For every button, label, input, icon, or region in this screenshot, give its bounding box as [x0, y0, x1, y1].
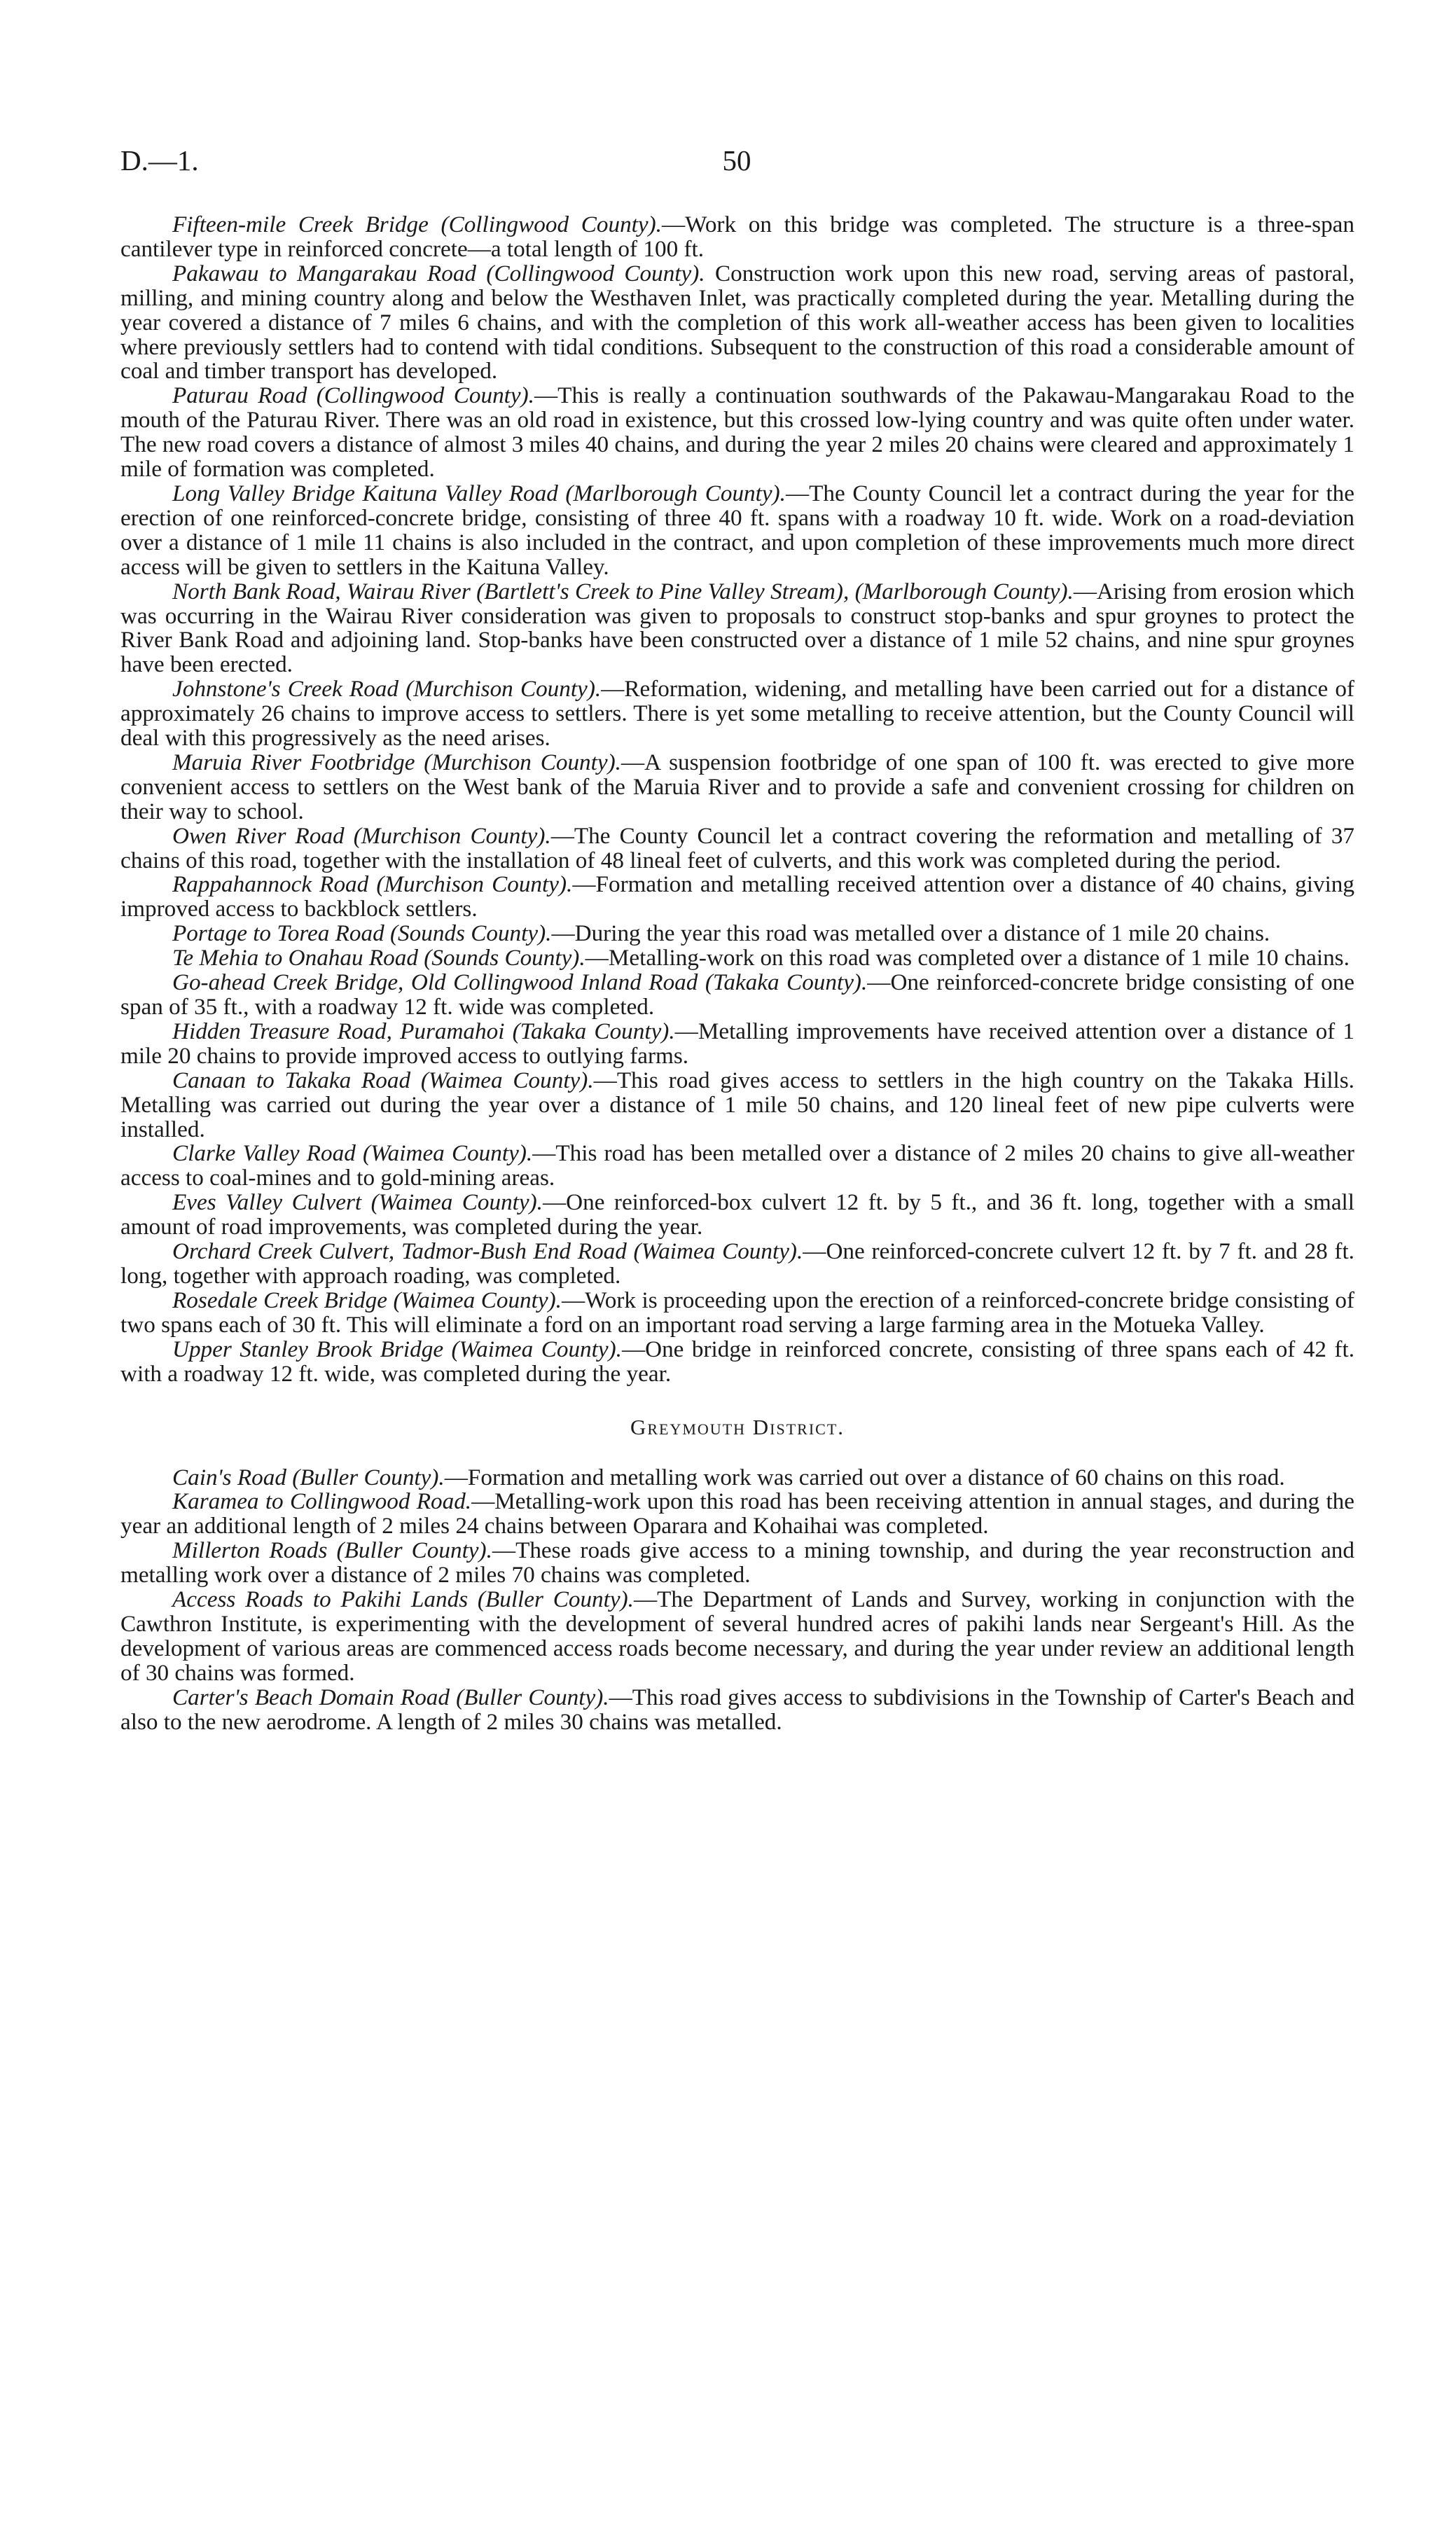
- paragraph: [120, 946, 1354, 971]
- paragraph-text: —This road gives access to subdivisions in the Township of Carter's Beach and also to the new aerodrome. A length of 2 miles 30 chains was metalled.: [120, 1684, 1354, 1735]
- paragraph-title: Rosedale Creek Bridge (Waimea County).: [172, 1287, 562, 1313]
- page-header: [120, 144, 1353, 186]
- document-body: [120, 213, 1354, 1734]
- paragraph-title: Orchard Creek Culvert, Tadmor-Bush End Road (Waimea County).: [172, 1238, 803, 1265]
- paragraph-text: —One bridge in reinforced concrete, consisting of three spans each of 42 ft. with a roadway 12 ft. wide, was completed during the year.: [120, 1336, 1355, 1387]
- paragraph-text: —A suspension footbridge of one span of 100 ft. was erected to give more convenient access to settlers on the West bank of the Maruia River and to provide a safe and convenient crossing for children on their way to school.: [120, 749, 1354, 824]
- paragraph-text: —The County Council let a contract covering the reformation and metalling of 37 chains of this road, together with the installation of 48 lineal feet of culverts, and this work was completed during the period.: [120, 822, 1355, 873]
- paragraph-title: North Bank Road, Wairau River (Bartlett's Creek to Pine Valley Stream), (Marlborough County).: [172, 578, 1074, 604]
- paragraph: [120, 922, 1354, 946]
- paragraph-title: Portage to Torea Road (Sounds County).: [172, 920, 552, 947]
- paragraph-title: Clarke Valley Road (Waimea County).: [172, 1140, 533, 1167]
- paragraph-text: —One reinforced-box culvert 12 ft. by 5 ft., and 36 ft. long, together with a small amount of road improvements, was completed during the year.: [120, 1189, 1354, 1240]
- paragraph-text: —Formation and metalling received attention over a distance of 40 chains, giving improved access to backblock settlers.: [120, 871, 1354, 922]
- paragraph-text: —Metalling-work upon this road has been receiving attention in annual stages, and during the year an additional length of 2 miles 24 chains between Oparara and Kohaihai was completed.: [120, 1488, 1354, 1539]
- paragraph-text: —Reformation, widening, and metalling have been carried out for a distance of approximately 26 chains to improve access to settlers. There is yet some metalling to receive attention, but the County Council will deal with this progressively as the need arises.: [120, 676, 1354, 752]
- paragraph: [120, 1490, 1354, 1539]
- page-number: 50: [722, 144, 751, 176]
- paragraph: [120, 1338, 1354, 1387]
- paragraph-text: —During the year this road was metalled over a distance of 1 mile 20 chains.: [551, 920, 1270, 947]
- paragraph: [120, 1191, 1354, 1240]
- paragraph-title: Access Roads to Pakihi Lands (Buller County).: [172, 1586, 634, 1613]
- paragraph-title: Rappahannock Road (Murchison County).: [172, 871, 573, 898]
- paragraph-title: Upper Stanley Brook Bridge (Waimea County).: [172, 1336, 622, 1362]
- paragraph: [120, 1539, 1354, 1588]
- paragraph-title: Paturau Road (Collingwood County).: [172, 382, 534, 409]
- paragraph-title: Canaan to Takaka Road (Waimea County).: [172, 1067, 594, 1093]
- paragraph-title: Cain's Road (Buller County).: [172, 1464, 445, 1490]
- paragraph-text: Construction work upon this new road, serving areas of pastoral, milling, and mining country along and below the Westhaven Inlet, was practically completed during the year. Metalling during the year covered a distance of 7 miles 6 chains, and with the completion of this work all-weather access has been given to localities where previously settlers had to contend with tidal conditions. Subsequent to the construction of this road a considerable amount of coal and timber transport has developed.: [120, 260, 1354, 385]
- paragraph-text: —Metalling improvements have received attention over a distance of 1 mile 20 chains to provide improved access to outlying farms.: [120, 1018, 1354, 1069]
- paragraph: [120, 580, 1354, 678]
- paragraph-text: —These roads give access to a mining township, and during the year reconstruction and metalling work over a distance of 2 miles 70 chains was completed.: [120, 1537, 1354, 1588]
- paragraph-text: —Metalling-work on this road was completed over a distance of 1 mile 10 chains.: [585, 945, 1350, 971]
- paragraph-title: Owen River Road (Murchison County).: [172, 822, 551, 849]
- paragraph-title: Fifteen-mile Creek Bridge (Collingwood County).: [172, 212, 662, 237]
- paragraph-title: Eves Valley Culvert (Waimea County).: [172, 1189, 543, 1216]
- paragraph-text: —This road has been metalled over a distance of 2 miles 20 chains to give all-weather access to coal-mines and to gold-mining areas.: [120, 1140, 1354, 1191]
- paragraph: [120, 482, 1354, 580]
- paragraph-title: Carter's Beach Domain Road (Buller County).: [172, 1684, 609, 1710]
- paragraph-text: —The County Council let a contract during the year for the erection of one reinforced-concrete bridge, consisting of three 40 ft. spans with a roadway 10 ft. wide. Work on a road-deviation over a distance of 1 mile 11 chains is also included in the contract, and upon completion of these improvements much more direct access will be given to settlers in the Kaituna Valley.: [120, 480, 1354, 580]
- paragraph: [120, 824, 1354, 873]
- paragraph-title: Te Mehia to Onahau Road (Sounds County).: [172, 945, 585, 971]
- section-heading: Greymouth District.: [630, 1414, 845, 1439]
- paragraph-text: —This road gives access to settlers in the high country on the Takaka Hills. Metalling was carried out during the year over a distance of 1 mile 50 chains, and 120 lineal feet of new pipe culverts were installed.: [120, 1067, 1354, 1142]
- paragraph-text: —Work is proceeding upon the erection of a reinforced-concrete bridge consisting of two spans each of 30 ft. This will eliminate a ford on an important road serving a large farming area in the Motueka Valley.: [120, 1287, 1354, 1338]
- paragraph-text: —One reinforced-concrete culvert 12 ft. by 7 ft. and 28 ft. long, together with approach roading, was completed.: [120, 1238, 1354, 1289]
- paragraph: [120, 873, 1354, 922]
- paragraph-title: Hidden Treasure Road, Puramahoi (Takaka County).: [172, 1018, 675, 1044]
- paragraph-text: —The Department of Lands and Survey, working in conjunction with the Cawthron Institute, is experimenting with the development of several hundred acres of pakihi lands near Sergeant's Hill. As the development of various areas are commenced access roads become necessary, and during the year under review an additional length of 30 chains was formed.: [120, 1586, 1354, 1686]
- paragraph-text: —Work on this bridge was completed. The structure is a three-span cantilever type in reinforced concrete—a total length of 100 ft.: [120, 212, 1354, 262]
- paragraph-text: —This is really a continuation southwards of the Pakawau-Mangarakau Road to the mouth of the Paturau River. There was an old road in existence, but this crossed low-lying country and was quite often under water. The new road covers a distance of almost 3 miles 40 chains, and during the year 2 miles 20 chains were cleared and approximately 1 mile of formation was completed.: [120, 382, 1355, 483]
- paragraph-title: Go-ahead Creek Bridge, Old Collingwood Inland Road (Takaka County).: [172, 969, 868, 996]
- paragraph-title: Johnstone's Creek Road (Murchison County).: [172, 676, 602, 702]
- paragraph: [120, 1588, 1354, 1686]
- paragraph-title: Maruia River Footbridge (Murchison County).: [172, 749, 621, 775]
- paragraph-text: —Formation and metalling work was carried out over a distance of 60 chains on this road.: [444, 1464, 1285, 1490]
- paragraph: [120, 262, 1354, 385]
- paragraph: [120, 213, 1354, 262]
- paragraph-title: Pakawau to Mangarakau Road (Collingwood County).: [172, 260, 705, 286]
- paragraph: [120, 1020, 1354, 1069]
- paragraph: [120, 677, 1354, 751]
- paragraph-title: Long Valley Bridge Kaituna Valley Road (Marlborough County).: [172, 480, 786, 506]
- paragraph: [120, 384, 1354, 482]
- paragraph-title: Karamea to Collingwood Road.: [172, 1488, 472, 1515]
- paragraph: [120, 751, 1354, 824]
- paragraph: [120, 1069, 1354, 1142]
- paragraph-title: Millerton Roads (Buller County).: [172, 1537, 492, 1564]
- paragraph: [120, 1289, 1354, 1338]
- paragraph: [120, 971, 1354, 1020]
- paragraph-text: —One reinforced-concrete bridge consisting of one span of 35 ft., with a roadway 12 ft. wide was completed.: [120, 969, 1355, 1020]
- paragraph: [120, 1466, 1354, 1490]
- document-reference: D.—1.: [120, 144, 199, 176]
- paragraph: [120, 1240, 1354, 1289]
- paragraph: [120, 1142, 1354, 1191]
- paragraph: [120, 1686, 1354, 1735]
- paragraph-text: —Arising from erosion which was occurring in the Wairau River consideration was given to proposals to construct stop-banks and spur groynes to protect the River Bank Road and adjoining land. Stop-banks have been constructed over a distance of 1 mile 52 chains, and nine spur groynes have been erected.: [120, 578, 1354, 678]
